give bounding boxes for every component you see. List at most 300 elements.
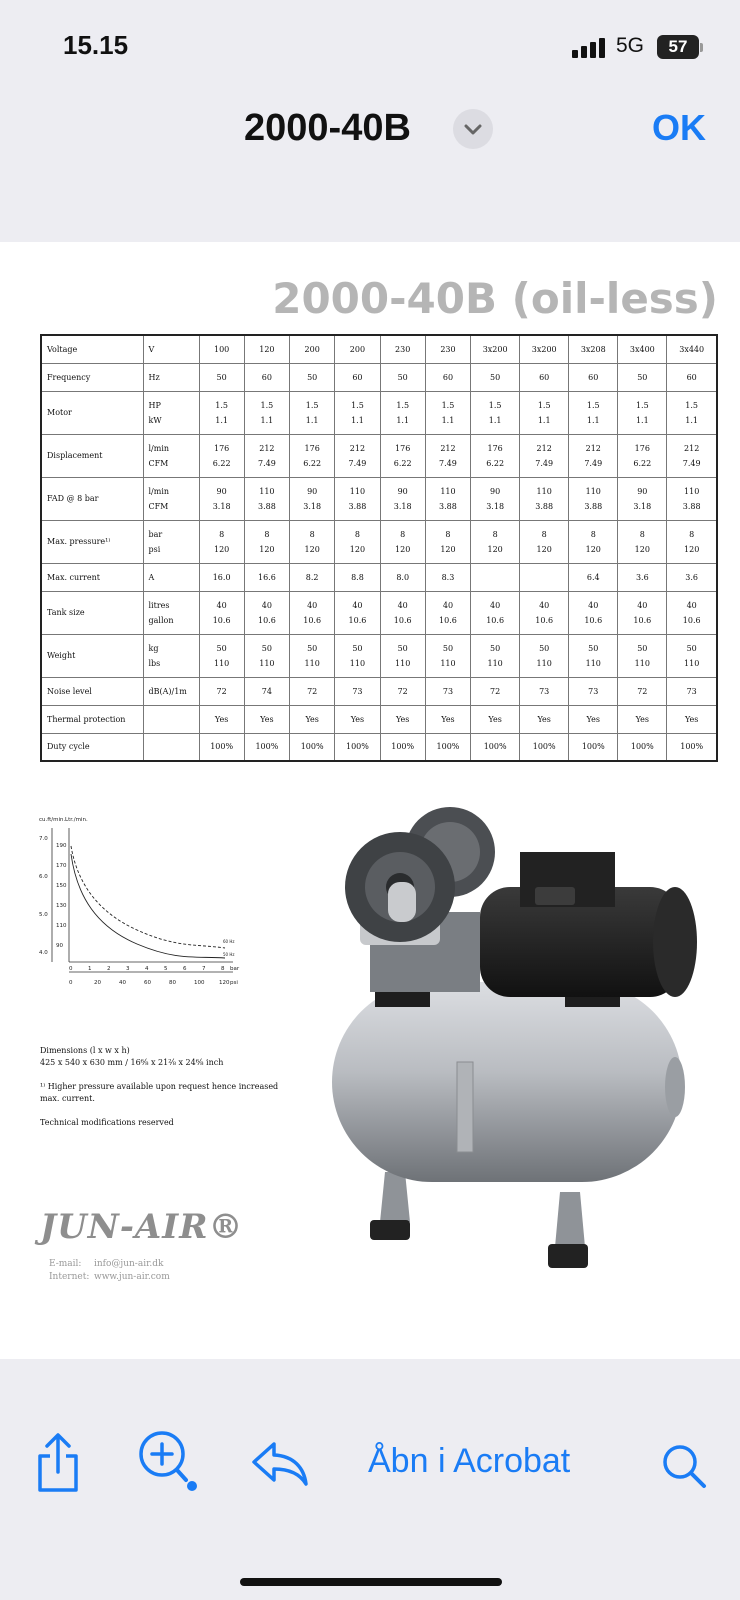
spec-cell-value: 3.88	[584, 501, 603, 511]
spec-unit-text: CFM	[148, 458, 169, 468]
spec-cell-value: 60	[352, 372, 363, 382]
spec-row-label: FAD @ 8 bar	[41, 477, 143, 520]
spec-cell-value: 50	[216, 643, 227, 653]
spec-cell-value: 72	[397, 686, 408, 696]
spec-row-unit	[143, 477, 199, 520]
spec-cell	[335, 563, 380, 591]
spec-cell-value: 1.5	[305, 400, 319, 410]
spec-unit-text: Hz	[148, 372, 160, 382]
graph-bar-tick: 7	[202, 966, 206, 972]
spec-cell	[199, 563, 244, 591]
spec-cell-value: 120	[213, 544, 230, 554]
spec-cell	[244, 591, 289, 634]
spec-cell-value: 50	[307, 372, 318, 382]
spec-cell-value: 1.1	[215, 415, 228, 425]
spec-cell	[244, 363, 289, 391]
spec-cell-value: 110	[634, 658, 650, 668]
spec-cell-value: 1.1	[685, 415, 699, 425]
spec-cell	[290, 434, 335, 477]
zoom-in-icon[interactable]	[134, 1428, 204, 1492]
spec-cell	[244, 477, 289, 520]
spec-cell	[290, 591, 335, 634]
spec-cell	[569, 634, 618, 677]
spec-cell	[471, 335, 520, 363]
graph-ltr-tick: 190	[56, 843, 67, 849]
spec-cell-value: 8	[639, 529, 645, 539]
spec-cell	[380, 363, 425, 391]
spec-cell-value: 100%	[300, 742, 324, 752]
spec-cell-value: 8	[689, 529, 695, 539]
spec-row	[41, 434, 717, 477]
spec-cell-value: 212	[349, 443, 366, 453]
reply-back-icon[interactable]	[250, 1438, 310, 1488]
graph-ltr-label: Ltr./min.	[65, 817, 88, 823]
spec-row-unit	[143, 733, 199, 761]
document-title-bar	[0, 95, 740, 165]
spec-cell-value: 176	[213, 443, 230, 453]
performance-graph	[37, 812, 247, 1022]
spec-cell	[380, 391, 425, 434]
spec-cell	[471, 434, 520, 477]
spec-cell-value: 50	[397, 643, 408, 653]
graph-psi-tick: 80	[169, 980, 176, 986]
graph-psi-tick: 100	[194, 980, 205, 986]
spec-row	[41, 363, 717, 391]
spec-cell-value: 176	[395, 443, 411, 453]
graph-bar-tick: 3	[126, 966, 130, 972]
spec-cell	[471, 634, 520, 677]
spec-cell	[667, 363, 717, 391]
spec-cell	[667, 705, 717, 733]
spec-cell	[618, 733, 667, 761]
spec-cell	[199, 434, 244, 477]
spec-cell-value: 1.1	[260, 415, 274, 425]
spec-cell	[290, 335, 335, 363]
curve-60hz	[71, 846, 225, 948]
spec-cell-value: 50	[352, 643, 363, 653]
spec-cell-value: 8	[541, 529, 547, 539]
spec-cell-value: 110	[536, 486, 552, 496]
graph-bar-tick: 5	[164, 966, 168, 972]
spec-cell	[199, 391, 244, 434]
graph-psi-tick: 20	[94, 980, 101, 986]
spec-cell-value: 50	[490, 643, 501, 653]
curve-50hz	[71, 854, 225, 958]
spec-cell-value: 7.49	[584, 458, 603, 468]
spec-cell	[520, 520, 569, 563]
search-icon[interactable]	[660, 1442, 710, 1492]
spec-unit-text: l/min	[148, 486, 170, 496]
spec-cell-value: Yes	[350, 714, 365, 724]
spec-cell-value: 100%	[391, 742, 415, 752]
graph-psi-tick: 0	[69, 980, 73, 986]
spec-cell-value: 3.18	[212, 501, 231, 511]
spec-row	[41, 677, 717, 705]
open-in-acrobat-button[interactable]: Åbn i Acrobat	[368, 1442, 571, 1480]
spec-cell-value: 120	[349, 544, 366, 554]
spec-cell	[335, 335, 380, 363]
spec-cell	[290, 391, 335, 434]
spec-row	[41, 520, 717, 563]
spec-cell	[380, 705, 425, 733]
battery-icon: 57	[657, 35, 699, 59]
spec-cell-value: 212	[259, 443, 275, 453]
spec-row	[41, 591, 717, 634]
graph-ltr-tick: 110	[56, 923, 67, 929]
spec-cell	[471, 363, 520, 391]
email-value: info@jun-air.dk	[94, 1259, 164, 1269]
spec-cell	[618, 591, 667, 634]
spec-cell	[335, 434, 380, 477]
spec-cell	[425, 705, 470, 733]
spec-cell	[335, 591, 380, 634]
graph-bar-tick: 1	[88, 966, 92, 972]
spec-cell	[618, 677, 667, 705]
spec-cell	[520, 563, 569, 591]
spec-row-label: Tank size	[41, 591, 143, 634]
spec-cell-value: 73	[352, 686, 363, 696]
spec-cell-value: Yes	[635, 714, 650, 724]
spec-cell-value: 40	[637, 600, 648, 610]
network-type: 5G	[616, 34, 645, 57]
spec-cell-value: 73	[588, 686, 599, 696]
spec-cell	[290, 705, 335, 733]
spec-cell	[569, 391, 618, 434]
spec-cell-value: 10.6	[393, 615, 412, 625]
spec-cell-value: 6.4	[586, 572, 600, 582]
spec-cell-value: 200	[349, 344, 366, 354]
spec-row-label: Thermal protection	[41, 705, 143, 733]
spec-row-unit	[143, 634, 199, 677]
spec-cell-value: Yes	[537, 714, 551, 724]
spec-cell	[471, 591, 520, 634]
spec-cell	[244, 434, 289, 477]
spec-row-label: Displacement	[41, 434, 143, 477]
spec-cell	[290, 677, 335, 705]
spec-cell-value: 8	[219, 529, 225, 539]
spec-cell-value: 1.1	[635, 415, 649, 425]
spec-cell	[425, 520, 470, 563]
spec-cell	[520, 733, 569, 761]
graph-psi-tick: 40	[119, 980, 126, 986]
title-menu-button[interactable]	[453, 109, 493, 149]
curve-label-60hz: 60 Hz	[223, 939, 235, 944]
spec-cell-value: 73	[442, 686, 454, 696]
spec-cell-value: 72	[490, 686, 501, 696]
spec-cell-value: 8	[492, 529, 498, 539]
spec-cell-value: 3.18	[486, 501, 505, 511]
curve-label-50hz: 50 Hz	[223, 952, 235, 957]
spec-cell-value: 7.49	[257, 458, 276, 468]
spec-cell-value: 60	[442, 372, 454, 382]
spec-cell	[569, 733, 618, 761]
spec-cell-value: 7.49	[348, 458, 367, 468]
spec-cell-value: 1.1	[305, 415, 319, 425]
graph-psi-tick: 120	[219, 980, 230, 986]
status-time: 15.15	[63, 30, 129, 60]
spec-cell-value: Yes	[395, 714, 410, 724]
spec-cell-value: 3.88	[682, 501, 701, 511]
spec-cell	[618, 363, 667, 391]
spec-cell-value: 72	[216, 686, 227, 696]
graph-bar-tick: 0	[69, 966, 73, 972]
spec-cell	[290, 520, 335, 563]
spec-cell	[520, 391, 569, 434]
spec-cell-value: 50	[637, 643, 648, 653]
spec-cell-value: 100	[213, 344, 230, 354]
spec-cell	[471, 391, 520, 434]
spec-cell-value: Yes	[488, 714, 502, 724]
spec-cell-value: 8	[400, 529, 406, 539]
spec-unit-text: litres	[148, 600, 170, 610]
document-title[interactable]: 2000-40B	[244, 107, 411, 149]
graph-cuft-label: cu.ft/min.	[39, 817, 66, 823]
spec-cell	[199, 477, 244, 520]
email-label: E-mail:	[49, 1259, 82, 1269]
spec-cell-value: 72	[307, 686, 318, 696]
spec-cell	[520, 363, 569, 391]
spec-unit-text: CFM	[148, 501, 169, 511]
spec-cell	[290, 634, 335, 677]
spec-cell-value: 3x200	[482, 344, 508, 354]
spec-cell-value: 7.49	[682, 458, 701, 468]
spec-cell	[380, 477, 425, 520]
spec-cell-value: 3.88	[348, 501, 367, 511]
spec-cell-value: 176	[304, 443, 320, 453]
spec-row-unit	[143, 563, 199, 591]
spec-cell	[244, 563, 289, 591]
spec-cell-value: 10.6	[303, 615, 322, 625]
spec-cell	[425, 363, 470, 391]
spec-cell-value: 120	[585, 544, 601, 554]
spec-cell-value: 8	[354, 529, 360, 539]
spec-cell	[618, 705, 667, 733]
spec-row-unit	[143, 335, 199, 363]
spec-cell-value: 3x400	[629, 344, 655, 354]
spec-cell-value: 10.6	[633, 615, 652, 625]
ok-button[interactable]: OK	[652, 107, 706, 148]
spec-cell	[244, 677, 289, 705]
spec-row	[41, 634, 717, 677]
compressor-image	[330, 792, 700, 1292]
spec-unit-text: l/min	[148, 443, 170, 453]
home-indicator	[240, 1578, 502, 1586]
spec-cell-value: 10.6	[486, 615, 505, 625]
spec-cell	[569, 677, 618, 705]
spec-cell-value: 3x440	[679, 344, 705, 354]
spec-cell-value: 110	[349, 658, 366, 668]
spec-cell	[380, 591, 425, 634]
spec-cell-value: 3.88	[535, 501, 554, 511]
spec-cell-value: 100%	[483, 742, 507, 752]
spec-cell-value: 1.5	[537, 400, 551, 410]
spec-cell-value: 1.5	[488, 400, 502, 410]
spec-unit-text: HP	[148, 400, 161, 410]
spec-cell-value: 1.5	[260, 400, 274, 410]
spec-cell-value: 120	[395, 544, 411, 554]
spec-cell-value: 110	[395, 658, 411, 668]
spec-cell-value: 176	[487, 443, 503, 453]
spec-cell-value: 73	[686, 686, 697, 696]
spec-cell	[244, 705, 289, 733]
graph-ltr-tick: 150	[56, 883, 67, 889]
spec-cell-value: 3.88	[257, 501, 276, 511]
spec-cell	[667, 591, 717, 634]
spec-cell	[425, 634, 470, 677]
dimensions-value: 425 x 540 x 630 mm / 16⁶⁄₈ x 21²⁄₈ x 24⁶⁄₈ inch	[40, 1058, 224, 1067]
spec-cell-value: 40	[216, 600, 227, 610]
spec-cell-value: 110	[304, 658, 320, 668]
spec-cell	[667, 520, 717, 563]
spec-cell-value: 110	[440, 658, 456, 668]
spec-cell	[471, 677, 520, 705]
spec-cell-value: 6.22	[303, 458, 322, 468]
spec-row	[41, 335, 717, 363]
spec-cell	[290, 477, 335, 520]
spec-cell	[335, 363, 380, 391]
spec-cell-value: 50	[307, 643, 318, 653]
spec-cell-value: 6.22	[486, 458, 505, 468]
spec-row-unit	[143, 363, 199, 391]
spec-cell	[335, 477, 380, 520]
spec-cell	[335, 391, 380, 434]
spec-row-label: Max. pressure¹⁾	[41, 520, 143, 563]
graph-bar-label: bar	[230, 966, 240, 972]
spec-cell-value: Yes	[586, 714, 600, 724]
spec-cell	[667, 434, 717, 477]
spec-cell-value: 100%	[210, 742, 234, 752]
share-icon[interactable]	[34, 1432, 82, 1494]
spec-cell	[520, 434, 569, 477]
spec-cell	[618, 477, 667, 520]
spec-cell-value: 6.22	[212, 458, 231, 468]
spec-cell	[380, 434, 425, 477]
spec-cell-value: 100%	[436, 742, 460, 752]
spec-cell-value: 1.5	[586, 400, 600, 410]
spec-cell	[667, 733, 717, 761]
spec-cell-value: 10.6	[348, 615, 367, 625]
spec-cell	[380, 335, 425, 363]
spec-cell-value: 3.18	[633, 501, 652, 511]
spec-cell	[471, 705, 520, 733]
spec-cell	[520, 477, 569, 520]
spec-cell	[618, 434, 667, 477]
graph-psi-tick: 60	[144, 980, 151, 986]
footnote-mark: ¹⁾	[40, 1082, 46, 1091]
spec-cell-value: 1.1	[441, 415, 455, 425]
spec-cell-value: 110	[585, 486, 601, 496]
graph-bar-tick: 2	[107, 966, 111, 972]
spec-cell-value: 60	[588, 372, 599, 382]
spec-cell	[290, 733, 335, 761]
spec-cell-value: Yes	[260, 714, 274, 724]
spec-cell	[335, 634, 380, 677]
spec-row-unit	[143, 677, 199, 705]
spec-unit-text: kW	[148, 415, 162, 425]
spec-row-label: Noise level	[41, 677, 143, 705]
spec-cell-value: 50	[397, 372, 408, 382]
spec-cell-value: 120	[487, 544, 503, 554]
spec-cell-value: 212	[684, 443, 700, 453]
spec-cell-value: 212	[536, 443, 552, 453]
spec-cell	[569, 434, 618, 477]
document-notes	[40, 1045, 280, 1141]
spec-cell	[618, 634, 667, 677]
jun-air-logo: JUN-AIR®	[40, 1207, 244, 1247]
spec-cell	[520, 335, 569, 363]
spec-unit-text: dB(A)/1m	[148, 686, 187, 696]
spec-cell	[520, 705, 569, 733]
spec-cell-value: 3x208	[580, 344, 606, 354]
spec-cell-value: 50	[216, 372, 227, 382]
spec-cell-value: 8.2	[305, 572, 319, 582]
spec-cell-value: 120	[440, 544, 456, 554]
spec-cell-value: 100%	[345, 742, 369, 752]
battery-nub	[700, 43, 703, 52]
spec-cell	[199, 677, 244, 705]
spec-row-label: Motor	[41, 391, 143, 434]
spec-cell-value: 110	[684, 486, 700, 496]
spec-cell-value: 1.5	[685, 400, 699, 410]
spec-row-unit	[143, 391, 199, 434]
spec-row-label: Frequency	[41, 363, 143, 391]
spec-cell-value: 10.6	[535, 615, 554, 625]
spec-cell-value: 1.5	[441, 400, 455, 410]
spec-cell	[244, 733, 289, 761]
spec-cell-value: 230	[440, 344, 456, 354]
spec-cell	[667, 677, 717, 705]
spec-cell-value: 1.1	[396, 415, 410, 425]
document-page[interactable]	[0, 242, 740, 1359]
spec-cell	[425, 563, 470, 591]
spec-cell-value: 3.18	[303, 501, 322, 511]
spec-cell-value: 74	[261, 686, 272, 696]
spec-cell	[471, 477, 520, 520]
spec-cell	[520, 591, 569, 634]
spec-cell	[667, 477, 717, 520]
spec-cell-value: 1.1	[351, 415, 364, 425]
spec-row	[41, 477, 717, 520]
spec-cell	[471, 733, 520, 761]
footnote-text: Higher pressure available upon request hence increased max. current.	[40, 1082, 279, 1103]
spec-unit-text: psi	[148, 544, 161, 554]
spec-cell	[290, 563, 335, 591]
page-heading: 2000-40B (oil-less)	[272, 274, 718, 323]
graph-psi-label: psi	[230, 980, 238, 986]
spec-unit-text: bar	[148, 529, 163, 539]
bottom-toolbar	[0, 1420, 740, 1510]
spec-cell-value: 3.6	[685, 572, 699, 582]
spec-cell-value: 8	[590, 529, 596, 539]
spec-cell	[425, 335, 470, 363]
graph-cuft-tick: 6.0	[39, 874, 48, 880]
spec-cell-value: 100%	[255, 742, 279, 752]
spec-cell-value: 100%	[581, 742, 605, 752]
spec-cell-value: 8	[264, 529, 270, 539]
spec-cell	[244, 335, 289, 363]
spec-cell-value: 1.1	[537, 415, 551, 425]
spec-cell-value: 10.6	[439, 615, 457, 625]
spec-cell-value: 230	[395, 344, 411, 354]
graph-bar-tick: 8	[221, 966, 225, 972]
spec-cell	[290, 363, 335, 391]
spec-cell	[244, 391, 289, 434]
spec-cell-value: 1.1	[586, 415, 600, 425]
spec-cell-value: Yes	[214, 714, 229, 724]
spec-row-label: Voltage	[41, 335, 143, 363]
spec-cell-value: 16.0	[212, 572, 231, 582]
spec-cell-value: 6.22	[393, 458, 412, 468]
